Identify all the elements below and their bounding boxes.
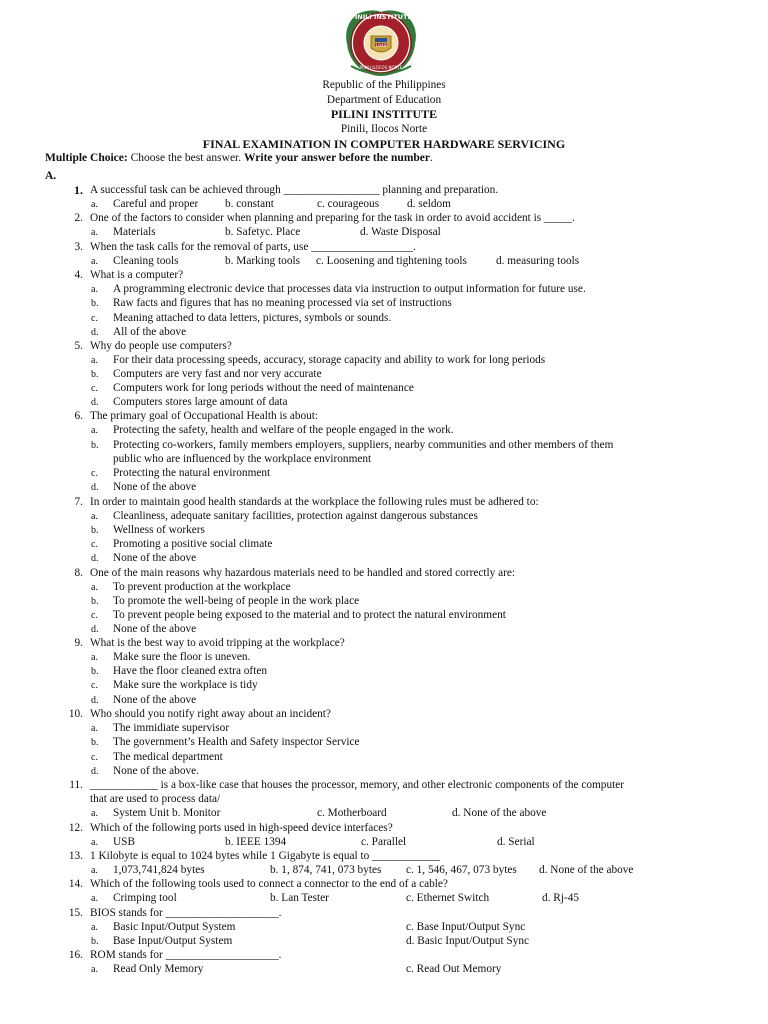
option-text: Computers work for long periods without the need of maintenance <box>113 382 414 394</box>
option-text: c. Loosening and tightening tools <box>316 255 467 267</box>
option-text: c. courageous <box>317 198 380 210</box>
option-text: A programming electronic device that processes data via instruction to output information for future use. <box>113 283 586 295</box>
option-text: None of the above <box>113 481 197 493</box>
instructions-end: . <box>430 152 433 164</box>
question-number: 5. <box>74 340 83 352</box>
option-text: The immidiate supervisor <box>113 722 230 734</box>
svg-text:PINILI ILOCOS NORTE: PINILI ILOCOS NORTE <box>359 65 403 70</box>
question-text: ROM stands for ____________________. <box>90 949 282 961</box>
option-letter: a. <box>91 922 98 933</box>
question-text: A successful task can be achieved through _________________ planning and preparation. <box>90 184 499 196</box>
svg-text:1948: 1948 <box>375 44 387 49</box>
question-number: 15. <box>68 907 83 919</box>
header-school: PILINI INSTITUTE <box>330 107 438 121</box>
header-location: Pinili, Ilocos Norte <box>340 123 428 135</box>
option-text-continued: public who are influenced by the workplace environment <box>113 453 372 465</box>
question-number: 16. <box>68 949 83 961</box>
option-letter: b. <box>91 666 99 677</box>
option-text: c. Parallel <box>361 836 407 848</box>
option-letter: a. <box>91 256 98 267</box>
question-text: 1 Kilobyte is equal to 1024 bytes while 1 Gigabyte is equal to ____________ <box>90 850 440 862</box>
section-label: A. <box>45 170 57 182</box>
instructions-middle: Choose the best answer. <box>127 152 244 164</box>
option-letter: a. <box>91 511 98 522</box>
option-text: b. constant <box>225 198 274 210</box>
option-text: USB <box>113 836 135 848</box>
option-text: None of the above. <box>113 765 199 777</box>
instructions <box>45 152 433 164</box>
question-number: 1. <box>74 183 83 197</box>
option-text: Base Input/Output System <box>113 935 233 947</box>
option-text: d. seldom <box>407 198 451 210</box>
question-number: 9. <box>74 637 83 649</box>
option-text: d. Waste Disposal <box>360 226 441 238</box>
header-department: Department of Education <box>326 94 442 106</box>
option-text: b. 1, 874, 741, 073 bytes <box>270 864 382 876</box>
option-text: Crimping tool <box>113 892 177 904</box>
option-text: d. None of the above <box>452 807 547 819</box>
header-republic: Republic of the Philippines <box>322 79 446 91</box>
option-text: d. Serial <box>497 836 535 848</box>
question-text: Which of the following ports used in high-speed device interfaces? <box>90 822 393 834</box>
question-number: 11. <box>69 779 83 791</box>
instructions-bold: Write your answer before the number <box>244 152 431 164</box>
option-text: Protecting co-workers, family members employers, suppliers, nearby communities and other members of them <box>113 439 614 451</box>
option-text: Have the floor cleaned extra often <box>113 665 267 677</box>
question-text: BIOS stands for ____________________. <box>90 907 282 919</box>
question-text: Why do people use computers? <box>90 340 232 352</box>
option-letter: d. <box>91 695 99 706</box>
option-text: Wellness of workers <box>113 524 205 536</box>
question-number: 4. <box>74 269 83 281</box>
option-letter: a. <box>91 652 98 663</box>
option-text: Make sure the floor is uneven. <box>113 651 251 663</box>
option-letter: a. <box>91 227 98 238</box>
question-text: The primary goal of Occupational Health is about: <box>90 410 319 422</box>
question-number: 6. <box>74 410 83 422</box>
question-text: What is the best way to avoid tripping at the workplace? <box>90 637 345 649</box>
option-letter: c. <box>91 752 98 763</box>
option-text: Computers stores large amount of data <box>113 396 288 408</box>
option-text: None of the above <box>113 623 197 635</box>
option-text: Meaning attached to data letters, pictures, symbols or sounds. <box>113 312 392 324</box>
option-letter: a. <box>91 893 98 904</box>
option-letter: c. <box>91 468 98 479</box>
option-letter: c. <box>91 383 98 394</box>
option-letter: a. <box>91 808 98 819</box>
option-letter: b. <box>91 596 99 607</box>
option-letter: b. <box>91 737 99 748</box>
option-text: Protecting the natural environment <box>113 467 271 479</box>
option-text: Cleanliness, adequate sanitary facilities, protection against dangerous substances <box>113 510 478 522</box>
question-number: 12. <box>68 822 83 834</box>
option-text: Read Only Memory <box>113 963 204 975</box>
option-letter: a. <box>91 355 98 366</box>
question-number: 3. <box>74 241 83 253</box>
option-text: To prevent people being exposed to the material and to protect the natural environment <box>113 609 506 621</box>
question-text: Which of the following tools used to connect a connector to the end of a cable? <box>90 878 448 890</box>
option-text: d. Basic Input/Output Sync <box>406 935 530 947</box>
option-letter: d. <box>91 624 99 635</box>
question-text: One of the factors to consider when planning and preparing for the task in order to avoid accident is _____. <box>90 212 575 224</box>
option-letter: a. <box>91 284 98 295</box>
option-letter: c. <box>91 680 98 691</box>
question-text: One of the main reasons why hazardous materials need to be handled and stored correctly are: <box>90 567 516 579</box>
option-text: c. Read Out Memory <box>406 963 502 975</box>
option-text: None of the above <box>113 694 197 706</box>
option-text: To promote the well-being of people in the work place <box>113 595 360 607</box>
question-number: 14. <box>68 878 83 890</box>
option-text: c. 1, 546, 467, 073 bytes <box>406 864 517 876</box>
option-letter: b. <box>91 298 99 309</box>
option-letter: a. <box>91 582 98 593</box>
question-number: 13. <box>68 850 83 862</box>
option-text: Protecting the safety, health and welfare of the people engaged in the work. <box>113 424 454 436</box>
option-text: Careful and proper <box>113 198 199 210</box>
option-letter: d. <box>91 482 99 493</box>
question-text: Who should you notify right away about an incident? <box>90 708 331 720</box>
option-letter: a. <box>91 837 98 848</box>
option-letter: b. <box>91 440 99 451</box>
option-letter: a. <box>91 865 98 876</box>
option-letter: b. <box>91 936 99 947</box>
option-text: The medical department <box>113 751 223 763</box>
svg-text:PINILI INSTITUTE: PINILI INSTITUTE <box>350 13 412 21</box>
option-text: The government’s Health and Safety inspector Service <box>113 736 360 748</box>
option-text: b. Marking tools <box>225 255 300 267</box>
option-letter: b. <box>91 525 99 536</box>
option-text: All of the above <box>113 326 187 338</box>
option-letter: a. <box>91 425 98 436</box>
option-text: Computers are very fast and nor very accurate <box>113 368 322 380</box>
option-text: To prevent production at the workplace <box>113 581 291 593</box>
question-number: 10. <box>68 708 83 720</box>
option-text: b. Lan Tester <box>270 892 329 904</box>
question-text: What is a computer? <box>90 269 184 281</box>
instructions-lead: Multiple Choice: <box>45 152 128 164</box>
option-text: c. Motherboard <box>317 807 387 819</box>
school-seal-logo <box>341 6 421 80</box>
option-letter: c. <box>91 313 98 324</box>
option-text: d. Rj-45 <box>542 892 580 904</box>
option-letter: d. <box>91 327 99 338</box>
option-letter: c. <box>91 539 98 550</box>
option-letter: a. <box>91 723 98 734</box>
option-text: d. None of the above <box>539 864 634 876</box>
question-text: In order to maintain good health standards at the workplace the following rules must be adhered to: <box>90 496 539 508</box>
question-text: ____________ is a box-like case that houses the processor, memory, and other electronic components of the computer <box>90 779 625 791</box>
option-letter: c. <box>91 610 98 621</box>
option-text: Materials <box>113 226 156 238</box>
question-text-continued: that are used to process data/ <box>90 793 221 805</box>
question-number: 2. <box>74 212 83 224</box>
option-text: c. Ethernet Switch <box>406 892 490 904</box>
option-text: System Unit b. Monitor <box>113 807 221 819</box>
option-letter: d. <box>91 766 99 777</box>
question-number: 8. <box>74 567 83 579</box>
option-text: Raw facts and figures that has no meaning processed via set of instructions <box>113 297 452 309</box>
option-letter: b. <box>91 369 99 380</box>
option-text: Cleaning tools <box>113 255 179 267</box>
option-text: For their data processing speeds, accuracy, storage capacity and ability to work for long periods <box>113 354 546 366</box>
option-text: Basic Input/Output System <box>113 921 236 933</box>
option-text: b. Safetyc. Place <box>225 226 301 238</box>
option-letter: d. <box>91 397 99 408</box>
option-text: 1,073,741,824 bytes <box>113 864 205 876</box>
option-text: c. Base Input/Output Sync <box>406 921 526 933</box>
question-number: 7. <box>74 496 83 508</box>
option-letter: a. <box>91 964 98 975</box>
question-text: When the task calls for the removal of parts, use __________________. <box>90 241 416 253</box>
option-text: d. measuring tools <box>496 255 580 267</box>
exam-title: FINAL EXAMINATION IN COMPUTER HARDWARE SERVICING <box>202 137 566 151</box>
option-text: b. IEEE 1394 <box>225 836 287 848</box>
option-text: Promoting a positive social climate <box>113 538 273 550</box>
option-text: Make sure the workplace is tidy <box>113 679 258 691</box>
option-letter: a. <box>91 199 98 210</box>
option-letter: d. <box>91 553 99 564</box>
option-text: None of the above <box>113 552 197 564</box>
